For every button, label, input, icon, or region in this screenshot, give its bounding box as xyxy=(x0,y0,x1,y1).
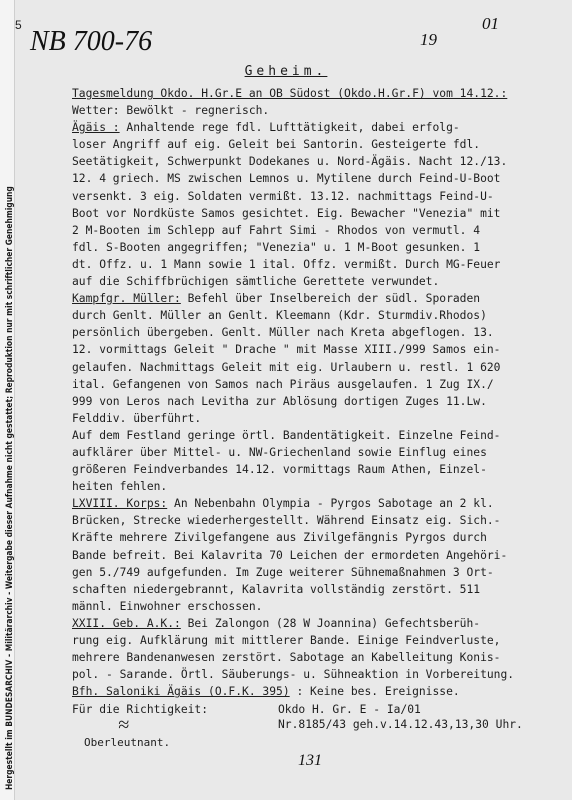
report-line xyxy=(72,427,562,444)
line-text: : Keine bes. Ereignisse. xyxy=(289,685,460,699)
report-line xyxy=(72,102,562,119)
report-line xyxy=(72,307,562,324)
report-line xyxy=(72,547,562,564)
corner-mark: 5 xyxy=(15,18,22,32)
line-text: versenkt. 3 eig. Soldaten vermißt. 13.12. nachmittags Feind-U- xyxy=(72,189,494,203)
report-line xyxy=(72,341,562,358)
line-text: Brücken, Strecke wiederhergestellt. Während Einsatz eig. Sich.- xyxy=(72,514,501,528)
line-text: heiten fehlen. xyxy=(72,480,168,494)
line-text: Wetter: Bewölkt - regnerisch. xyxy=(72,104,270,118)
report-line xyxy=(72,136,562,153)
report-line xyxy=(72,581,562,598)
report-line xyxy=(72,564,562,581)
certification-label: Für die Richtigkeit: xyxy=(72,703,209,716)
handwritten-page-01: 01 xyxy=(482,14,499,33)
report-line xyxy=(72,666,562,683)
report-line xyxy=(72,393,562,410)
report-line xyxy=(72,615,562,632)
report-line xyxy=(72,170,562,187)
line-text: gen 5./749 aufgefunden. Im Zuge weiterer Sühnemaßnahmen 3 Ort- xyxy=(72,565,494,579)
document-title: Geheim. xyxy=(244,64,328,79)
archive-stamp: Hergestellt im BUNDESARCHIV - Militärarchiv - Weitergabe dieser Aufnahme nicht gestattet; Reproduktion nur mit schriftlicher Genehmigung xyxy=(4,186,14,790)
report-line xyxy=(72,239,562,256)
section-heading: Ägäis : xyxy=(72,121,120,135)
report-line xyxy=(72,290,562,307)
reference-line-1: Okdo H. Gr. E - Ia/01 xyxy=(278,703,421,716)
report-line xyxy=(72,222,562,239)
report-line xyxy=(72,85,562,102)
report-line xyxy=(72,478,562,495)
report-line xyxy=(72,256,562,273)
line-text: aufklärer über Mittel- u. NW-Griechenland sowie Einflug eines xyxy=(72,445,487,459)
line-text: 2 M-Booten im Schlepp auf Fahrt Simi - Rhodos von vermutl. 4 xyxy=(72,223,481,237)
report-line xyxy=(72,359,562,376)
section-heading: Kampfgr. Müller: xyxy=(72,292,181,306)
line-text: auf die Schiffbrüchigen sämtliche Gerettete verwundet. xyxy=(72,275,440,289)
line-text: dt. Offz. u. 1 Mann sowie 1 ital. Offz. vermißt. Durch MG-Feuer xyxy=(72,257,501,271)
reference-line-2: Nr.8185/43 geh.v.14.12.43,13,30 Uhr. xyxy=(278,718,523,731)
line-text: Seetätigkeit, Schwerpunkt Dodekanes u. Nord-Ägäis. Nacht 12./13. xyxy=(72,155,508,169)
report-line xyxy=(72,324,562,341)
section-heading: XXII. Geb. A.K.: xyxy=(72,616,181,630)
report-line xyxy=(72,273,562,290)
report-line xyxy=(72,153,562,170)
line-text: Boot vor Nordküste Samos gesichtet. Eig. Bewacher "Venezia" mit xyxy=(72,206,501,220)
line-text: gelaufen. Nachmittags Geleit mit eig. Urlaubern u. restl. 1 620 xyxy=(72,360,501,374)
report-line xyxy=(72,410,562,427)
line-text: 999 von Leros nach Levitha zur Ablösung dortigen Zuges 11.Lw. xyxy=(72,394,487,408)
line-text: persönlich übergeben. Genlt. Müller nach Kreta abgeflogen. 13. xyxy=(72,326,494,340)
report-line xyxy=(72,495,562,512)
report-line xyxy=(72,461,562,478)
line-text: rung eig. Aufklärung mit mittlerer Bande. Einige Feindverluste, xyxy=(72,634,501,647)
report-line xyxy=(72,119,562,136)
report-line xyxy=(72,512,562,529)
line-text: 12. vormittags Geleit " Drache " mit Masse XIII./999 Samos ein- xyxy=(72,343,501,357)
report-line xyxy=(72,205,562,222)
report-line xyxy=(72,529,562,546)
reference-block xyxy=(278,702,523,732)
line-text: loser Angriff auf eig. Geleit bei Santorin. Gesteigerte fdl. xyxy=(72,138,481,152)
line-text: Anhaltende rege fdl. Lufttätigkeit, dabei erfolg- xyxy=(119,121,460,135)
line-text: größeren Feindverbandes 14.12. vormittags Raum Athen, Einzel- xyxy=(72,463,487,477)
line-text: pol. - Sarande. Örtl. Säuberungs- u. Sühneaktion in Vorbereitung. xyxy=(72,668,515,682)
line-text: An Nebenbahn Olympia - Pyrgos Sabotage an 2 kl. xyxy=(167,497,494,511)
report-line xyxy=(72,188,562,205)
line-text: ital. Gefangenen von Samos nach Piräus ausgelaufen. 1 Zug IX./ xyxy=(72,377,494,391)
report-line xyxy=(72,598,562,615)
line-text: Felddiv. überführt. xyxy=(72,411,202,425)
section-heading: LXVIII. Korps: xyxy=(72,497,168,511)
line-text: mehrere Bandenanwesen zerstört. Sabotage an Kabelleitung Konis- xyxy=(72,651,501,665)
line-text: Befehl über Inselbereich der südl. Sporaden xyxy=(180,292,481,306)
line-text: durch Genlt. Müller an Genlt. Kleemann (Kdr. Sturmdiv.Rhodos) xyxy=(72,309,487,323)
report-line xyxy=(72,376,562,393)
section-heading: Tagesmeldung Okdo. H.Gr.E an OB Südost (Okdo.H.Gr.F) vom 14.12.: xyxy=(72,87,508,100)
report-body xyxy=(72,85,562,700)
handwritten-page-131: 131 xyxy=(298,752,322,769)
line-text: fdl. S-Booten angegriffen; "Venezia" u. 1 M-Boot gesunken. 1 xyxy=(72,240,481,254)
line-text: Kräfte mehrere Zivilgefangene aus Zivilgefängnis Pyrgos durch xyxy=(72,531,487,545)
handwritten-signature-number: NB 700-76 xyxy=(30,26,153,57)
signatory-rank: Oberleutnant. xyxy=(84,736,171,749)
signature-scribble-icon: ≈ xyxy=(118,714,129,736)
line-text: männl. Einwohner erschossen. xyxy=(72,599,263,613)
line-text: 12. 4 griech. MS zwischen Lemnos u. Mytilene durch Feind-U-Boot xyxy=(72,172,501,186)
section-heading: Bfh. Saloniki Ägäis (O.F.K. 395) xyxy=(72,685,290,699)
handwritten-page-19: 19 xyxy=(420,30,437,49)
line-text: Auf dem Festland geringe örtl. Bandentätigkeit. Einzelne Feind- xyxy=(72,428,501,442)
line-text: Bei Zalongon (28 W Joannina) Gefechtsberüh- xyxy=(180,616,481,630)
report-line xyxy=(72,683,562,700)
line-text: schaften niedergebrannt, Kalavrita vollständig zerstört. 511 xyxy=(72,582,481,596)
report-line xyxy=(72,649,562,666)
report-line xyxy=(72,632,562,649)
report-line xyxy=(72,444,562,461)
line-text: Bande befreit. Bei Kalavrita 70 Leichen der ermordeten Angehöri- xyxy=(72,548,508,562)
